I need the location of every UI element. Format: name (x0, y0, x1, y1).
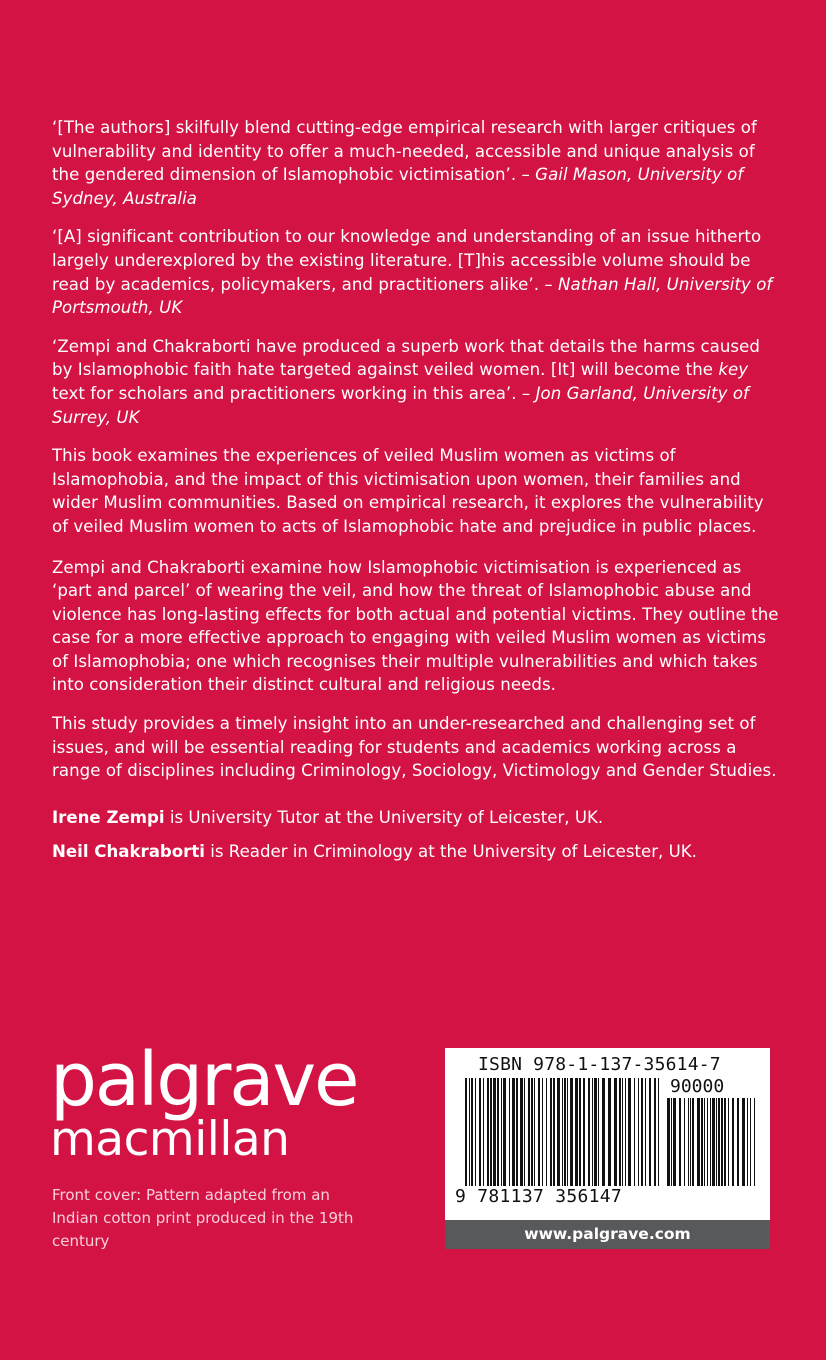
quote-attribution: Gail Mason, University of Sydney, Australia (52, 165, 744, 208)
blurb-paragraph-3: This study provides a timely insight into an under-researched and challenging set of issues, and will be essential reading for students and academics working across a range of disciplines including Criminology, Sociology, Victimology and Gender Studies. (52, 714, 777, 781)
publisher-logo (50, 1037, 358, 1167)
publisher-website[interactable]: www.palgrave.com (445, 1220, 770, 1249)
blurb-paragraph-1: This book examines the experiences of veiled Muslim women as victims of Islamophobia, and the impact of this victimisation upon women, their families and wider Muslim communities. Based on empirical research, it explores the vulnerability of veiled Muslim women to acts of Islamophobic hate and prejudice in public places. (52, 446, 764, 536)
back-cover-text (52, 116, 782, 875)
barcode-digits: 9 781137 356147 (455, 1186, 623, 1207)
blurb-paragraph-2: Zempi and Chakraborti examine how Islamophobic victimisation is experienced as ‘part and parcel’ of wearing the veil, and how the threat of Islamophobic abuse and violence has long-lasting effects for both actual and potential victims. They outline the case for a more effective approach to engaging with veiled Muslim women as victims of Islamophobia; one which recognises their multiple vulnerabilities and which takes into consideration their distinct cultural and religious needs. (52, 557, 779, 695)
cover-credit: Front cover: Pattern adapted from an Indian cotton print produced in the 19th century (52, 1186, 354, 1250)
quote-attribution: Nathan Hall, University of Portsmouth, UK (52, 274, 773, 318)
barcode-panel (445, 1048, 770, 1220)
logo-macmillan: macmillan (50, 1112, 290, 1167)
quote-attribution: Jon Garland, University of Surrey, UK (52, 383, 749, 427)
quote-hall: ‘[A] significant contribution to our knowledge and understanding of an issue hitherto largely underexplored by the existing literature. [T]his accessible volume should be read by academics, policymakers, and practitioners alike’. – Nathan Hall, University of Portsmouth, UK (52, 227, 773, 318)
author-name: Neil Chakraborti (52, 842, 205, 862)
author-bios (52, 806, 782, 864)
emphasis-key: key (718, 360, 749, 380)
quote-mason: ‘[The authors] skilfully blend cutting-edge empirical research with larger critiques of vulnerability and identity to offer a much-needed, accessible and unique analysis of the gendered dimension of Islamophobic victimisation’. – Gail Mason, University of Sydney, Australia (52, 118, 757, 208)
isbn-label: ISBN 978-1-137-35614-7 (478, 1054, 721, 1075)
author-bio-zempi: Irene Zempi is University Tutor at the University of Leicester, UK. (52, 807, 604, 827)
quote-garland: ‘Zempi and Chakraborti have produced a superb work that details the harms caused by Islamophobic faith hate targeted against veiled women. [It] will become the key text for scholars and practitioners working in this area’. – Jon Garland, University of Surrey, UK (52, 336, 760, 427)
author-name: Irene Zempi (52, 807, 165, 827)
author-bio-chakraborti: Neil Chakraborti is Reader in Criminology at the University of Leicester, UK. (52, 842, 697, 862)
barcode-addon: 90000 (670, 1076, 725, 1097)
logo-palgrave: palgrave (50, 1037, 358, 1123)
